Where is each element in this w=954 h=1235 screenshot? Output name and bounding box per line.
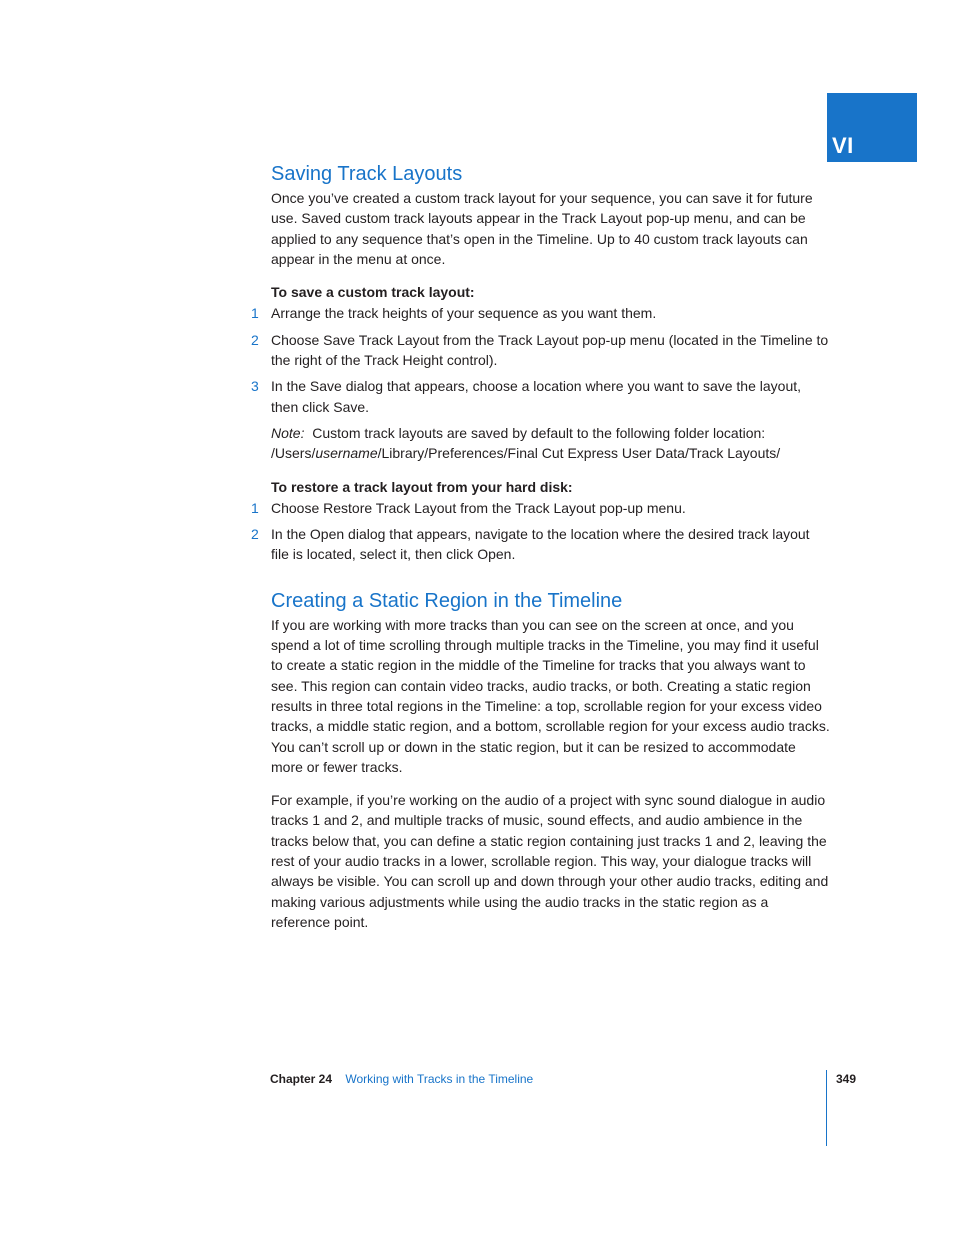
step-text: Choose Restore Track Layout from the Track Layout pop-up menu. <box>271 499 686 516</box>
section2-paragraph-2: For example, if you’re working on the audio of a project with sync sound dialogue in audio tracks 1 and 2, and multiple tracks of music, sound effects, and audio ambience in the tracks below that, you can define a static region containing just tracks 1 and 2, leaving the rest of your audio tracks in a lower, scrollable region. This way, your dialogue tracks will always be visible. You can scroll up and down through your other audio tracks, editing and making various adjustments while using the audio tracks in the static region as a reference point. <box>271 792 829 930</box>
section-heading-static-region: Creating a Static Region in the Timeline <box>271 589 623 612</box>
footer-chapter: Chapter 24 <box>270 1072 333 1086</box>
footer-divider <box>826 1070 827 1146</box>
footer-chapter-title: Working with Tracks in the Timeline <box>345 1072 534 1086</box>
step-number: 1 <box>251 499 259 516</box>
step-text: In the Open dialog that appears, navigate to the location where the desired track layout file is located, select it, then click Open. <box>271 526 810 563</box>
section1-intro: Once you’ve created a custom track layout for your sequence, you can save it for future use. Saved custom track layouts appear in the Track Layout pop-up menu, and can be applied to any sequence that’s open in the Timeline. Up to 40 custom track layouts can appear in the menu at once. <box>271 190 813 267</box>
note-path-suffix: /Library/Preferences/Final Cut Express User Data/Track Layouts/ <box>377 445 781 462</box>
page-number: 349 <box>836 1072 857 1086</box>
step-number: 2 <box>251 331 259 348</box>
section2-paragraph-1: If you are working with more tracks than you can see on the screen at once, and you spend a lot of time scrolling through multiple tracks in the Timeline, you may find it useful to create a static region in the middle of the Timeline for tracks that you always want to see. This region can contain video tracks, audio tracks, or both. Creating a static region results in three total regions in the Timeline: a top, scrollable region for your excess video tracks, a middle static region, and a bottom, scrollable region for your excess audio tracks. You can’t scroll up or down in the static region, but it can be resized to accommodate more or fewer tracks. <box>271 616 830 775</box>
list-item <box>251 524 831 565</box>
section-heading-saving-track-layouts: Saving Track Layouts <box>271 163 463 185</box>
note-label: Note: <box>271 424 305 441</box>
page-content <box>251 160 831 945</box>
note-path-prefix: /Users/ <box>271 445 316 462</box>
list-item <box>251 376 831 417</box>
task-title-restore: To restore a track layout from your hard disk: <box>271 478 573 495</box>
step-number: 2 <box>251 526 259 543</box>
task-title-save: To save a custom track layout: <box>271 284 475 301</box>
list-item <box>251 498 831 518</box>
step-text: In the Save dialog that appears, choose a location where you want to save the layout, then click Save. <box>271 378 802 415</box>
step-number: 3 <box>251 378 259 395</box>
list-item <box>251 330 831 371</box>
page-footer <box>270 1072 533 1086</box>
note <box>271 423 831 464</box>
note-text: Custom track layouts are saved by default to the following folder location: <box>312 424 766 441</box>
step-number: 1 <box>251 305 259 322</box>
note-path-variable: username <box>315 445 378 462</box>
part-tab <box>827 93 917 162</box>
part-tab-label: VI <box>832 133 854 158</box>
list-item <box>251 303 831 323</box>
step-text: Arrange the track heights of your sequence as you want them. <box>271 305 657 322</box>
step-text: Choose Save Track Layout from the Track Layout pop-up menu (located in the Timeline to the right of the Track Height control). <box>271 331 829 369</box>
